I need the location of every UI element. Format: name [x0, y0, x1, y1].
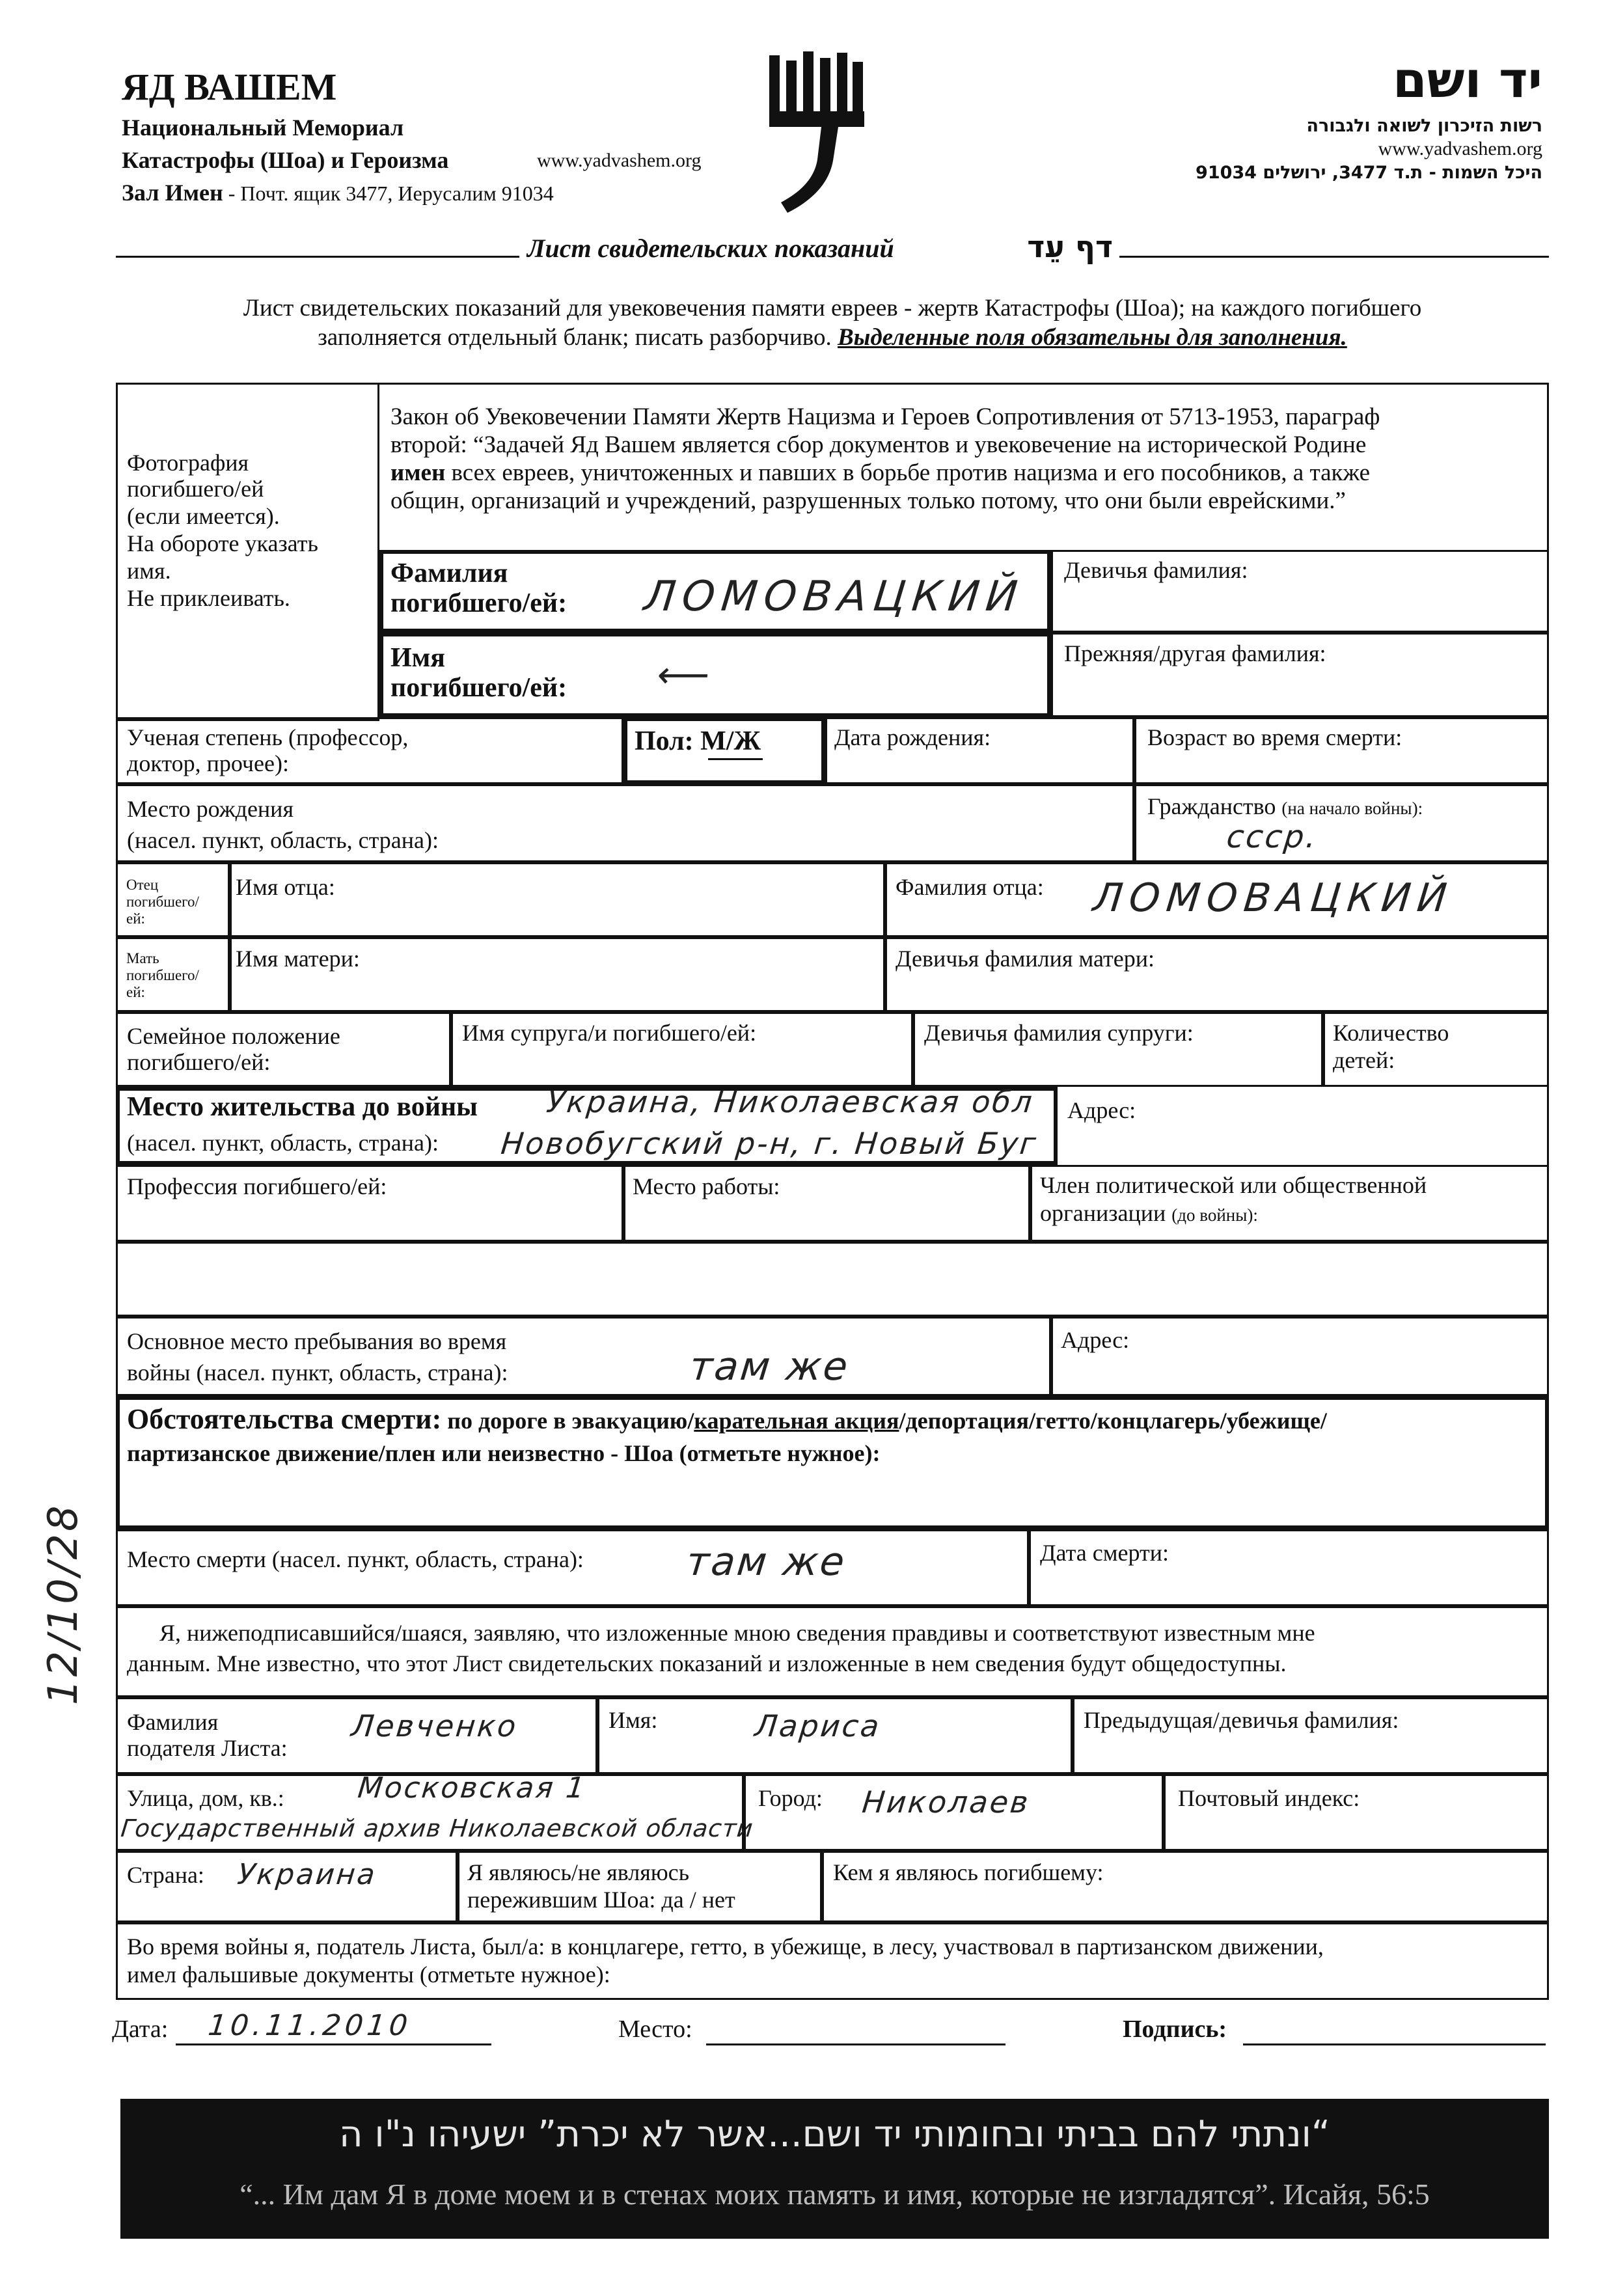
residence-label-1: Место жительства до войны: [127, 1092, 478, 1122]
victim-name-label-2: погибшего/ей:: [390, 673, 568, 703]
submitter-wartime-label-1: Во время войны я, податель Листа, был/а: в концлагере, гетто, в убежище, в лесу, участвовал в партизанском движении,: [127, 1934, 1324, 1960]
org-line-2: Катастрофы (Шоа) и Героизма: [122, 147, 449, 173]
mother-maiden-label: Девичья фамилия матери:: [896, 946, 1155, 972]
membership-label-1: Член политической или общественной: [1040, 1172, 1427, 1198]
death-date-label: Дата смерти:: [1040, 1540, 1169, 1566]
submitter-surname-label-1: Фамилия: [127, 1709, 219, 1735]
father-surname-value: ЛОМОВАЦКИЙ: [1091, 875, 1456, 921]
law-line-3: имен всех евреев, уничтоженных и павших в борьбе против нацизма и его пособников, а также: [390, 459, 1370, 486]
quote-hebrew: “ונתתי להם בביתי ובחומותי יד ושם...אשר לא יכרת” ישעיהו נ"ו ה: [339, 2113, 1330, 2155]
submitter-surname-value: Левченко: [349, 1708, 520, 1743]
victim-name-value: ⟵: [655, 654, 714, 696]
citizenship-label: Гражданство (на начало войны):: [1147, 793, 1423, 819]
photo-text-6: Не приклеивать.: [127, 585, 290, 611]
victim-maiden-label: Девичья фамилия:: [1064, 557, 1248, 583]
intro-line-2: заполняется отдельный бланк; писать разборчиво. Выделенные поля обязательны для заполнения.: [318, 324, 1347, 351]
submitter-maiden-label: Предыдущая/девичья фамилия:: [1084, 1707, 1399, 1733]
submitter-street-value-2: Государственный архив Николаевской области: [119, 1814, 755, 1842]
sex-underline: [708, 758, 763, 760]
submitter-country-value: Украина: [236, 1858, 379, 1891]
death-place-value: там же: [684, 1539, 849, 1585]
side-archive-number: 12/10/28: [39, 1503, 87, 1705]
mother-side-2: погибшего/: [126, 967, 199, 983]
residence-value-1: Украина, Николаевская обл: [545, 1084, 1036, 1119]
org-name-he: יד ושם: [1392, 51, 1542, 109]
photo-text-4: На обороте указать: [127, 530, 318, 556]
law-line-2: второй: “Задачей Яд Вашем является сбор документов и увековечение на исторической Родине: [390, 431, 1367, 458]
place-label: Место:: [618, 2016, 692, 2043]
date-value[interactable]: 10.11.2010: [206, 2009, 413, 2042]
father-name-label: Имя отца:: [236, 874, 335, 900]
survivor-label-2: пережившим Шоа: да / нет: [467, 1887, 735, 1913]
date-label: Дата:: [112, 2016, 169, 2043]
quote-russian: “... Им дам Я в доме моем и в стенах моих память и имя, которые не изгладятся”. Исайя, 56:5: [239, 2178, 1430, 2211]
submitter-city-value: Николаев: [860, 1784, 1032, 1820]
citizenship-value: ссср.: [1225, 819, 1320, 855]
father-side-1: Отец: [126, 877, 159, 893]
org-name-ru: ЯД ВАШЕМ: [122, 66, 337, 108]
submitter-city-label: Город:: [758, 1785, 823, 1811]
title-rule-right: [1119, 256, 1549, 258]
law-line-1: Закон об Увековечении Памяти Жертв Нацизма и Героев Сопротивления от 5713-1953, параграф: [390, 403, 1380, 430]
org-line-3: Зал Имен - Почт. ящик 3477, Иерусалим 91034: [122, 180, 554, 206]
children-label-2: детей:: [1333, 1047, 1395, 1073]
spouse-name-label: Имя супруга/и погибшего/ей:: [462, 1020, 757, 1046]
date-line: [176, 2043, 491, 2045]
photo-text-3: (если имеется).: [127, 503, 280, 529]
submitter-zip-label: Почтовый индекс:: [1178, 1785, 1360, 1811]
residence-value-2: Новобугский р-н, г. Новый Буг: [499, 1126, 1040, 1161]
form-title: Лист свидетельских показаний: [527, 234, 894, 263]
org-line-1: Национальный Мемориал: [122, 115, 404, 141]
he-line-3: היכל השמות - ת.ד 3477, ירושלים 91034: [1196, 163, 1542, 183]
wartime-label-1: Основное место пребывания во время: [127, 1328, 507, 1354]
submitter-surname-label-2: подателя Листа:: [127, 1735, 288, 1761]
submitter-wartime-label-2: имел фальшивые документы (отметьте нужное):: [127, 1961, 610, 1988]
wartime-value: там же: [687, 1344, 852, 1389]
father-surname-label: Фамилия отца:: [896, 874, 1044, 900]
workplace-label: Место работы:: [633, 1173, 780, 1199]
survivor-label-1: Я являюсь/не являюсь: [467, 1859, 690, 1885]
victim-surname-label-1: Фамилия: [390, 558, 508, 588]
wartime-address-label: Адрес:: [1061, 1327, 1130, 1353]
mother-side-1: Мать: [126, 950, 159, 966]
death-circumstances-line-1: Обстоятельства смерти: по дороге в эвакуацию/карательная акция/депортация/гетто/концлагерь/убежище/: [127, 1403, 1327, 1435]
birthplace-label-1: Место рождения: [127, 796, 294, 822]
title-rule-left: [116, 256, 519, 258]
degree-label-1: Ученая степень (профессор,: [127, 724, 409, 750]
declaration-line-2: данным. Мне известно, что этот Лист свидетельских показаний и изложенные в нем сведения будут общедоступны.: [127, 1650, 1287, 1676]
death-place-label: Место смерти (насел. пункт, область, страна):: [127, 1546, 584, 1572]
victim-name-label-1: Имя: [390, 643, 445, 673]
place-line[interactable]: [706, 2043, 1005, 2045]
membership-label-2: организации (до войны):: [1040, 1200, 1258, 1226]
submitter-name-value: Лариса: [753, 1708, 883, 1743]
spouse-maiden-label: Девичья фамилия супруги:: [924, 1020, 1194, 1046]
age-label: Возраст во время смерти:: [1147, 724, 1402, 750]
sex-label: Пол: М/Ж: [635, 726, 761, 756]
marital-label-2: погибшего/ей:: [127, 1049, 271, 1075]
website-left: www.yadvashem.org: [537, 150, 702, 171]
blank-row[interactable]: [116, 1242, 1549, 1317]
submitter-country-label: Страна:: [127, 1862, 204, 1888]
victim-prev-name-label: Прежняя/другая фамилия:: [1064, 640, 1326, 666]
mother-name-label: Имя матери:: [236, 946, 360, 972]
yad-vashem-logo: [761, 49, 872, 218]
intro-line-1: Лист свидетельских показаний для увековечения памяти евреев - жертв Катастрофы (Шоа); на каждого погибшего: [243, 295, 1422, 321]
dob-label: Дата рождения:: [834, 724, 991, 750]
degree-label-2: доктор, прочее):: [127, 750, 289, 776]
he-line-1: רשות הזיכרון לשואה ולגבורה: [1306, 116, 1542, 136]
submitter-street-value: Московская 1: [356, 1771, 588, 1805]
residence-label-2: (насел. пункт, область, страна):: [127, 1130, 439, 1156]
father-side-3: ей:: [126, 910, 145, 927]
victim-surname-label-2: погибшего/ей:: [390, 588, 568, 618]
children-label-1: Количество: [1333, 1020, 1449, 1046]
submitter-name-label: Имя:: [609, 1707, 658, 1733]
relation-label: Кем я являюсь погибшему:: [833, 1859, 1104, 1885]
birthplace-label-2: (насел. пункт, область, страна):: [127, 827, 439, 853]
signature-line[interactable]: [1243, 2043, 1546, 2045]
form-title-he: דף עֵד: [1027, 229, 1113, 264]
submitter-street-label: Улица, дом, кв.:: [127, 1785, 284, 1811]
wartime-label-2: войны (насел. пункт, область, страна):: [127, 1360, 508, 1386]
signature-label: Подпись:: [1123, 2016, 1227, 2043]
residence-address-label: Адрес:: [1067, 1097, 1136, 1123]
law-line-4: общин, организаций и учреждений, разрушенных только потому, что они были еврейскими.”: [390, 487, 1346, 514]
photo-text-5: имя.: [127, 558, 171, 584]
father-side-2: погибшего/: [126, 894, 199, 910]
victim-surname-value: ЛОМОВАЦКИЙ: [642, 573, 1026, 621]
photo-text-2: погибшего/ей: [127, 476, 264, 502]
marital-label-1: Семейное положение: [127, 1023, 340, 1049]
website-right: www.yadvashem.org: [1378, 138, 1542, 159]
mother-side-3: ей:: [126, 984, 145, 1000]
profession-label: Профессия погибшего/ей:: [127, 1173, 387, 1199]
quote-band: [120, 2099, 1549, 2239]
declaration-line-1: Я, нижеподписавшийся/шаяся, заявляю, что изложенные мною сведения правдивы и соответствуют известным мне: [159, 1620, 1315, 1646]
photo-text-1: Фотография: [127, 450, 249, 476]
death-circumstances-line-2: партизанское движение/плен или неизвестно - Шоа (отметьте нужное):: [127, 1440, 881, 1466]
